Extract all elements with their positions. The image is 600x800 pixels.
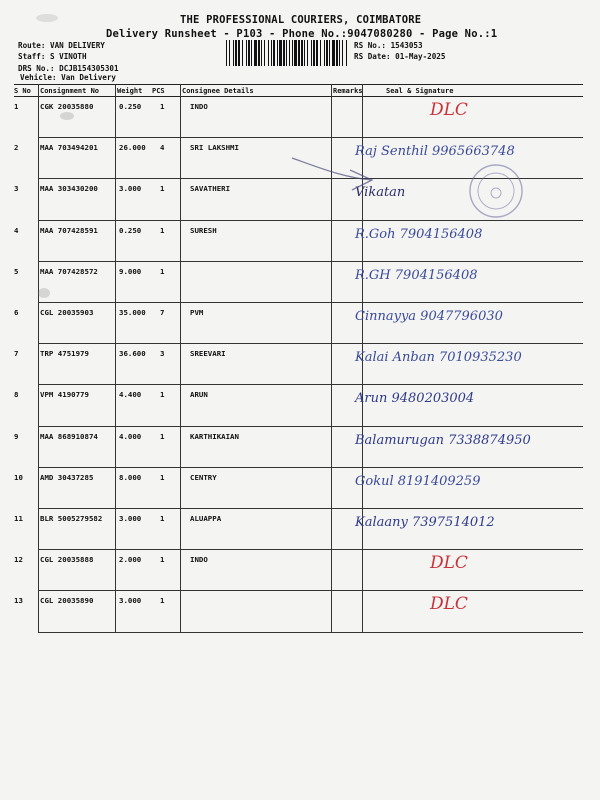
row-pcs: 4	[160, 143, 165, 153]
row-consignment-no: MAA 868910874	[40, 431, 98, 441]
row-weight: 8.000	[119, 472, 142, 482]
row-pcs: 1	[160, 555, 165, 565]
row-consignment-no: MAA 707428591	[40, 225, 98, 235]
row-weight: 4.000	[119, 431, 142, 441]
row-pcs: 7	[160, 308, 165, 317]
table-row	[0, 303, 600, 344]
col-header-sno: S No	[14, 87, 31, 95]
row-pcs: 1	[160, 596, 165, 606]
table-row	[0, 262, 600, 303]
row-weight: 9.000	[119, 266, 142, 276]
col-header-remarks: Remarks	[333, 87, 363, 95]
row-weight: 35.000	[119, 308, 146, 317]
row-sno: 10	[14, 472, 23, 482]
table-row	[0, 591, 600, 632]
col-header-seal: Seal & Signature	[386, 87, 454, 95]
seal-stamp	[468, 163, 524, 219]
smudge-mark	[36, 14, 58, 22]
row-weight: 0.250	[119, 102, 142, 111]
row-sno: 12	[14, 555, 23, 565]
row-signature: DLC	[430, 594, 468, 615]
table-row	[0, 221, 600, 262]
row-consignment-no: AMD 30437285	[40, 472, 94, 482]
row-consignment-no: CGL 20035890	[40, 596, 94, 606]
row-pcs: 3	[160, 349, 165, 359]
row-consignment-no: CGK 20035880	[40, 102, 94, 111]
row-sno: 9	[14, 431, 19, 441]
row-pcs: 1	[160, 390, 165, 400]
row-consignee: ARUN	[190, 390, 208, 400]
row-weight: 3.000	[119, 184, 142, 194]
table-row	[0, 344, 600, 385]
row-consignment-no: CGL 20035888	[40, 555, 94, 565]
row-consignee: SREEVARI	[190, 349, 226, 359]
row-consignment-no: MAA 303430200	[40, 184, 98, 194]
row-weight: 3.000	[119, 596, 142, 606]
row-consignee: PVM	[190, 308, 204, 317]
table-row	[0, 468, 600, 509]
row-consignee: CENTRY	[190, 472, 217, 482]
row-sno: 2	[14, 143, 19, 153]
row-signature: Kalai Anban 7010935230	[355, 350, 522, 366]
row-sno: 11	[14, 514, 23, 523]
row-signature: Raj Senthil 9965663748	[355, 144, 515, 160]
route-label: Route: VAN DELIVERY	[18, 41, 105, 50]
rs-date: RS Date: 01-May-2025	[354, 52, 446, 61]
table-row	[0, 550, 600, 591]
row-consignment-no: BLR 5005279582	[40, 514, 103, 523]
row-consignment-no: MAA 707428572	[40, 266, 98, 276]
row-consignment-no: CGL 20035903	[40, 308, 94, 317]
table-row	[0, 427, 600, 468]
table-row	[0, 97, 600, 138]
table-row	[0, 509, 600, 550]
row-divider	[38, 632, 583, 633]
header-top-rule	[14, 84, 583, 85]
row-pcs: 1	[160, 431, 165, 441]
row-consignment-no: TRP 4751979	[40, 349, 89, 359]
row-consignee: SURESH	[190, 225, 217, 235]
row-signature: DLC	[430, 553, 468, 574]
row-pcs: 1	[160, 184, 165, 194]
row-signature: Gokul 8191409259	[355, 473, 481, 489]
row-sno: 6	[14, 308, 19, 317]
row-signature: R.GH 7904156408	[355, 267, 478, 283]
rs-number: RS No.: 1543053	[354, 41, 423, 50]
row-consignee: ALUAPPA	[190, 514, 222, 523]
row-consignee: SRI LAKSHMI	[190, 143, 239, 153]
pointer-arrow-mark	[290, 150, 380, 205]
row-sno: 1	[14, 102, 19, 111]
row-weight: 36.600	[119, 349, 146, 359]
row-pcs: 1	[160, 472, 165, 482]
row-consignee: INDO	[190, 555, 208, 565]
row-signature: DLC	[430, 100, 468, 120]
row-pcs: 1	[160, 102, 165, 111]
barcode	[226, 40, 348, 66]
row-signature: Balamurugan 7338874950	[355, 432, 531, 448]
row-signature: Kalaany 7397514012	[355, 515, 495, 530]
table-row	[0, 385, 600, 426]
vehicle-label: Vehicle: Van Delivery	[20, 73, 117, 82]
row-consignee: INDO	[190, 102, 208, 111]
row-signature: Vikatan	[355, 185, 406, 201]
row-consignee: KARTHIKAIAN	[190, 431, 239, 441]
row-sno: 8	[14, 390, 19, 400]
col-header-pcs: PCS	[152, 87, 165, 95]
smudge-mark	[60, 112, 74, 120]
row-sno: 4	[14, 225, 19, 235]
row-sno: 3	[14, 184, 19, 194]
row-signature: Arun 9480203004	[355, 391, 475, 407]
staff-label: Staff: S VINOTH	[18, 52, 87, 61]
row-weight: 0.250	[119, 225, 142, 235]
row-weight: 4.400	[119, 390, 142, 400]
row-consignee: SAVATHERI	[190, 184, 231, 194]
row-consignment-no: VPM 4190779	[40, 390, 89, 400]
smudge-mark	[38, 288, 50, 298]
row-signature: Cinnayya 9047796030	[355, 309, 503, 324]
company-title: THE PROFESSIONAL COURIERS, COIMBATORE	[180, 14, 422, 26]
row-weight: 3.000	[119, 514, 142, 523]
col-header-consignment: Consignment No	[40, 87, 100, 95]
row-consignment-no: MAA 703494201	[40, 143, 98, 153]
row-signature: R.Goh 7904156408	[355, 226, 483, 242]
row-pcs: 1	[160, 514, 165, 523]
runsheet-subtitle: Delivery Runsheet - P103 - Phone No.:9047080280 - Page No.:1	[106, 28, 498, 40]
row-pcs: 1	[160, 225, 165, 235]
row-weight: 26.000	[119, 143, 146, 153]
drs-number: DRS No.: DCJB154305301	[18, 64, 119, 73]
row-weight: 2.000	[119, 555, 142, 565]
row-sno: 5	[14, 266, 19, 276]
row-sno: 13	[14, 596, 23, 606]
row-sno: 7	[14, 349, 19, 359]
row-pcs: 1	[160, 266, 165, 276]
col-header-weight: Weight	[117, 87, 143, 95]
col-header-consignee: Consignee Details	[182, 87, 254, 95]
